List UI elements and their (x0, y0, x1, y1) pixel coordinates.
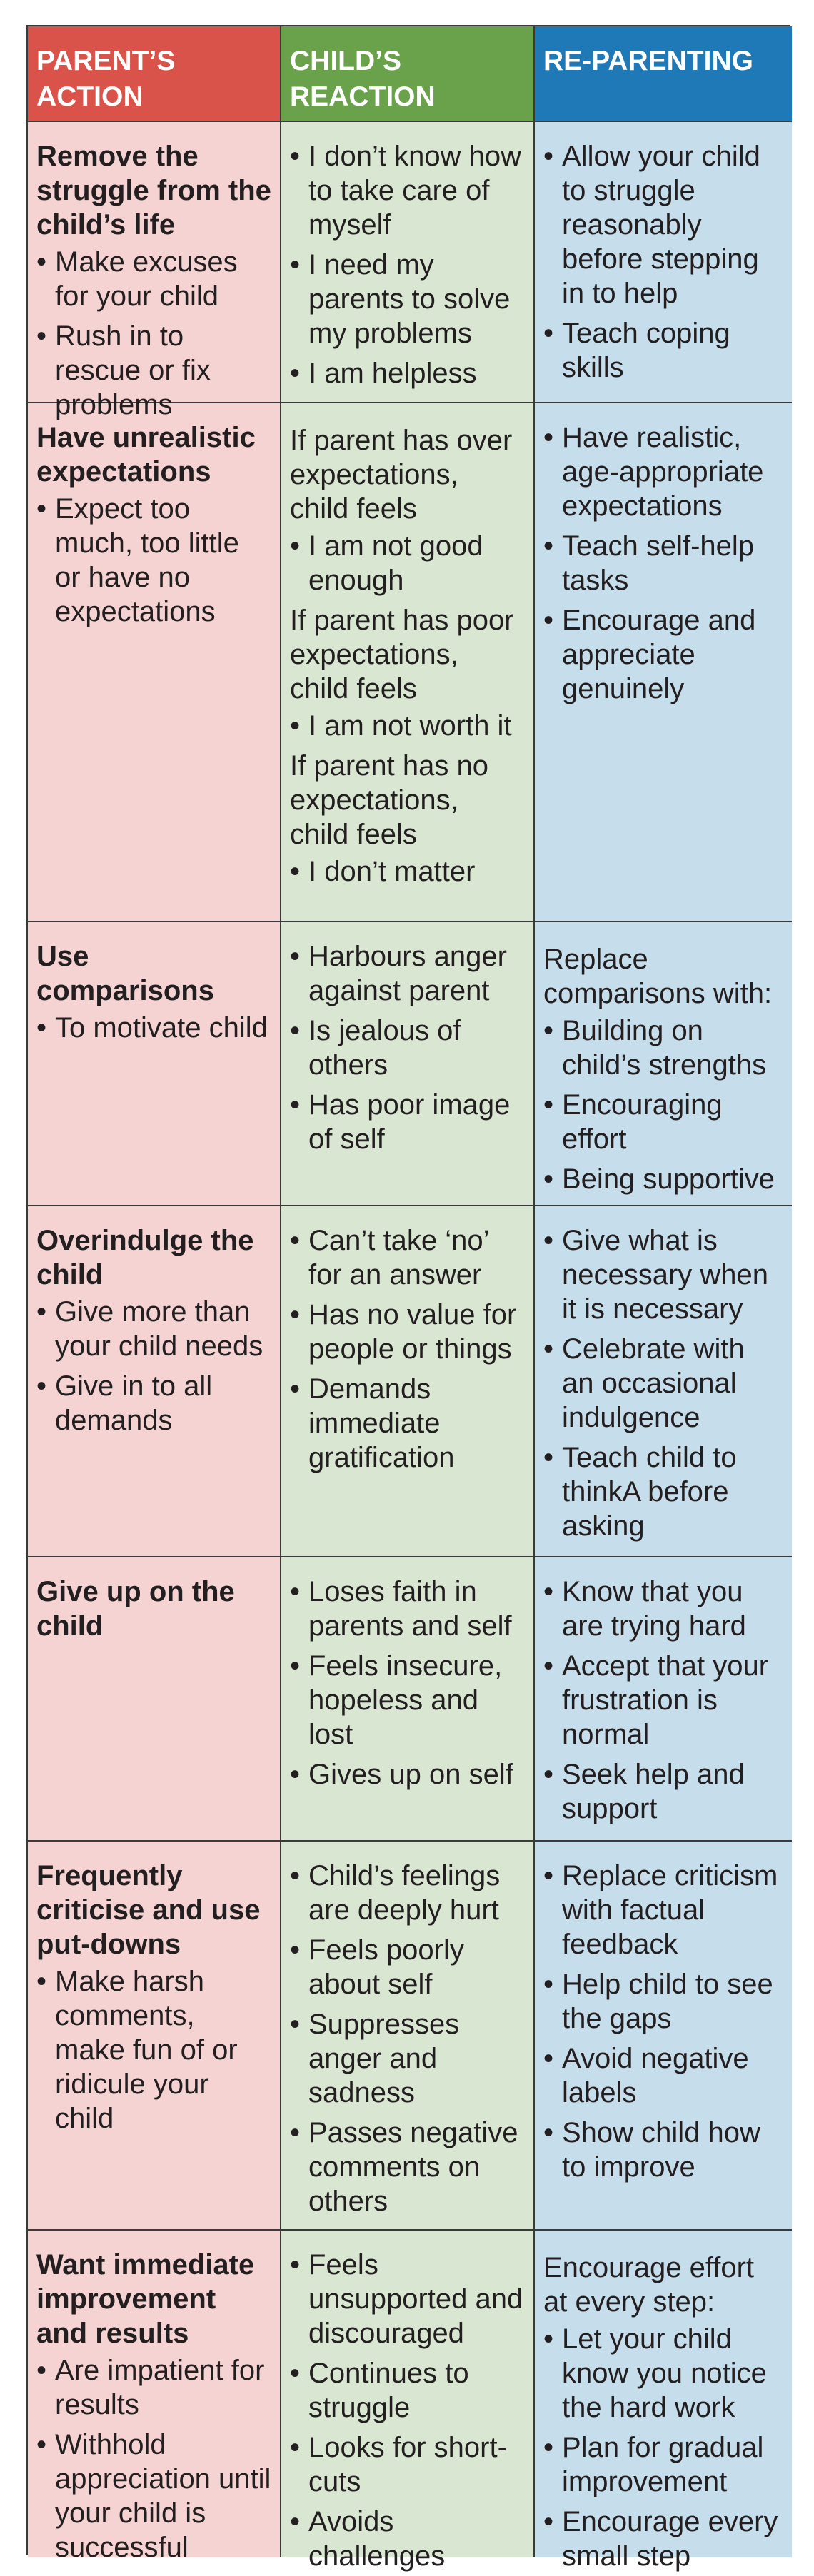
re-parenting-cell (535, 2231, 792, 2572)
list-item: • Accept that your frustration is normal (543, 1649, 783, 1752)
reaction-bullets (290, 709, 525, 743)
list-item: • Feels insecure, hopeless and lost (290, 1649, 525, 1752)
list-item: • Make excuses for your child (36, 245, 271, 313)
list-item: • Show child how to improve (543, 2116, 783, 2184)
list-item: • Encouraging effort (543, 1088, 783, 1156)
parenting-table (26, 25, 790, 2572)
list-item: • Suppresses anger and sadness (290, 2007, 525, 2110)
action-bullets (36, 245, 271, 422)
reaction-condition: If parent has poor expectations, child feels (290, 605, 514, 704)
list-item: • Teach child to thinkA before asking (543, 1440, 783, 1543)
list-item: • Can’t take ‘no’ for an answer (290, 1223, 525, 1292)
list-item: • I am helpless (290, 356, 525, 390)
action-title: Frequently criticise and use put-downs (36, 1860, 261, 1960)
table-grid (26, 25, 790, 2572)
action-bullets (36, 492, 271, 629)
reaction-bullets (290, 1223, 525, 1475)
list-item: • Withhold appreciation until your child is successful (36, 2428, 271, 2565)
list-item: • Make harsh comments, make fun of or ridicule your child (36, 1964, 271, 2136)
list-item: • Replace criticism with factual feedback (543, 1859, 783, 1961)
parents-action-cell (28, 922, 281, 1206)
list-item: • Passes negative comments on others (290, 2116, 525, 2218)
list-item: • Demands immediate gratification (290, 1372, 525, 1475)
list-item: • Expect too much, too little or have no expectations (36, 492, 271, 629)
list-item: • I don’t matter (290, 854, 525, 889)
parents-action-cell (28, 1557, 281, 1842)
action-title: Overindulge the child (36, 1225, 254, 1290)
re-parenting-cell (535, 122, 792, 403)
action-bullets (36, 1964, 271, 2136)
re-parenting-cell (535, 1842, 792, 2231)
list-item: • I need my parents to solve my problems (290, 248, 525, 350)
reaction-condition: If parent has over expectations, child feels (290, 425, 513, 525)
re-parenting-cell (535, 922, 792, 1206)
childs-reaction-cell (281, 1206, 535, 1557)
childs-reaction-cell (281, 403, 535, 922)
list-item: • Teach self-help tasks (543, 529, 783, 597)
list-item: • Being supportive (543, 1162, 783, 1196)
list-item: • Give what is necessary when it is necessary (543, 1223, 783, 1326)
list-item: • Is jealous of others (290, 1014, 525, 1082)
list-item: • Looks for short-cuts (290, 2430, 525, 2499)
reparenting-bullets (543, 1223, 783, 1543)
list-item: • Seek help and support (543, 1757, 783, 1826)
list-item: • Encourage every small step (543, 2505, 783, 2573)
re-parenting-cell (535, 403, 792, 922)
list-item: • Help child to see the gaps (543, 1967, 783, 2036)
list-item: • To motivate child (36, 1011, 271, 1045)
re-parenting-cell (535, 1206, 792, 1557)
list-item: • Are impatient for results (36, 2353, 271, 2422)
list-item: • Know that you are trying hard (543, 1575, 783, 1643)
reparenting-bullets (543, 1859, 783, 2184)
reparenting-intro: Replace comparisons with: (543, 944, 773, 1009)
list-item: • Gives up on self (290, 1757, 525, 1792)
action-title: Have unrealistic expectations (36, 422, 256, 488)
reaction-bullets (290, 1859, 525, 2218)
action-title: Remove the struggle from the child’s life (36, 141, 271, 241)
list-item: • Building on child’s strengths (543, 1014, 783, 1082)
list-item: • Plan for gradual improvement (543, 2430, 783, 2499)
header-childs-reaction: CHILD’S REACTION (281, 26, 535, 122)
reparenting-bullets (543, 420, 783, 706)
list-item: • I am not worth it (290, 709, 525, 743)
list-item: • Avoid negative labels (543, 2041, 783, 2110)
parents-action-cell (28, 1206, 281, 1557)
parents-action-cell (28, 122, 281, 420)
parents-action-cell (28, 1842, 281, 2231)
list-item: • Rush in to rescue or fix problems (36, 319, 271, 422)
list-item: • Give more than your child needs (36, 1295, 271, 1363)
childs-reaction-cell (281, 922, 535, 1206)
action-title: Want immediate improvement and results (36, 2249, 255, 2349)
list-item: • Allow your child to struggle reasonably before stepping in to help (543, 139, 783, 310)
list-item: • I don’t know how to take care of myself (290, 139, 525, 242)
list-item: • Loses faith in parents and self (290, 1575, 525, 1643)
childs-reaction-cell (281, 1842, 535, 2231)
reaction-bullets (290, 1575, 525, 1792)
list-item: • I am not good enough (290, 529, 525, 597)
reparenting-bullets (543, 1014, 783, 1196)
header-re-parenting: RE-PARENTING (535, 26, 792, 122)
childs-reaction-cell (281, 2231, 535, 2572)
action-bullets (36, 1295, 271, 1438)
header-parents-action: PARENT’S ACTION (28, 26, 281, 122)
reparenting-intro: Encourage effort at every step: (543, 2252, 755, 2318)
list-item: • Feels poorly about self (290, 1933, 525, 2001)
parents-action-cell (28, 403, 281, 922)
list-item: • Child’s feelings are deeply hurt (290, 1859, 525, 1927)
list-item: • Have realistic, age-appropriate expectations (543, 420, 783, 523)
list-item: • Feels unsupported and discouraged (290, 2248, 525, 2350)
re-parenting-cell (535, 1557, 792, 1842)
childs-reaction-cell (281, 1557, 535, 1842)
action-title: Use comparisons (36, 941, 214, 1006)
reaction-bullets (290, 939, 525, 1156)
reparenting-bullets (543, 1575, 783, 1826)
parents-action-cell (28, 2231, 281, 2563)
action-bullets (36, 2353, 271, 2565)
reaction-bullets (290, 854, 525, 889)
reaction-bullets (290, 2248, 525, 2573)
list-item: • Continues to struggle (290, 2356, 525, 2425)
reparenting-bullets (543, 139, 783, 385)
list-item: • Harbours anger against parent (290, 939, 525, 1008)
list-item: • Let your child know you notice the hard work (543, 2322, 783, 2425)
action-bullets (36, 1011, 271, 1045)
list-item: • Has no value for people or things (290, 1298, 525, 1366)
reaction-bullets (290, 529, 525, 597)
reaction-condition: If parent has no expectations, child feels (290, 750, 488, 850)
action-title: Give up on the child (36, 1576, 235, 1642)
childs-reaction-cell (281, 122, 535, 403)
list-item: • Has poor image of self (290, 1088, 525, 1156)
list-item: • Teach coping skills (543, 316, 783, 385)
list-item: • Encourage and appreciate genuinely (543, 603, 783, 706)
reaction-bullets (290, 139, 525, 390)
list-item: • Avoids challenges (290, 2505, 525, 2573)
reparenting-bullets (543, 2322, 783, 2573)
list-item: • Give in to all demands (36, 1369, 271, 1438)
list-item: • Celebrate with an occasional indulgence (543, 1332, 783, 1435)
